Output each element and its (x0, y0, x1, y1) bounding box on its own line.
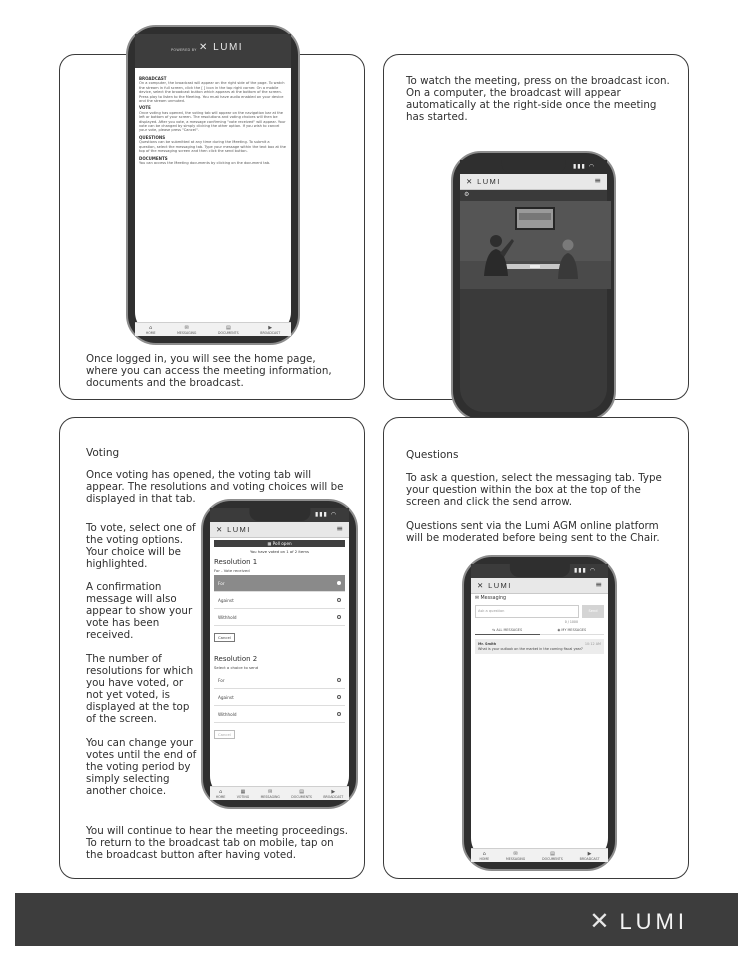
nav-voting[interactable] (237, 789, 249, 799)
voting-note-4: You can change your votes until the end of the voting period by simply selecting another choice. (86, 737, 197, 797)
hamburger-menu-icon[interactable]: ≡ (336, 524, 343, 533)
logo-text: LUMI (227, 525, 251, 534)
vote-choice-withhold[interactable] (214, 609, 345, 626)
message-text: What is your outlook on the market in the coming fiscal year? (478, 646, 583, 651)
footer-bar (15, 893, 738, 946)
nav-broadcast[interactable] (323, 789, 343, 799)
broadcast-video[interactable] (460, 201, 607, 289)
lumi-logo: ✕ LUMI (216, 525, 251, 534)
broadcast-card (383, 54, 689, 400)
logo-text: LUMI (477, 177, 501, 186)
nav-label: MESSAGING (177, 330, 197, 335)
voting-intro: Once voting has opened, the voting tab will appear. The resolutions and voting choices will be displayed in that tab. (86, 469, 344, 505)
poll-icon: ▦ (267, 541, 273, 546)
settings-icon[interactable]: ⚙ (464, 191, 470, 198)
phone-notch (249, 508, 310, 521)
choice-label: For (218, 580, 225, 586)
poll-status-text: Poll open (272, 541, 292, 546)
tab-all-messages[interactable] (475, 626, 540, 635)
logo-text: LUMI (488, 581, 512, 590)
section-text: Questions can be submitted at any time during the Meeting. To submit a question, select the messaging tab. Type your message within the text box at the top of the messaging screen and then click the send button. (139, 140, 287, 154)
nav-home[interactable] (216, 789, 226, 799)
app-header (471, 578, 608, 594)
nav-label: MESSAGING (260, 794, 280, 799)
messages-icon: ⇆ (492, 627, 497, 632)
cancel-vote-button[interactable]: Cancel (214, 633, 235, 642)
banner-logo-text: LUMI (213, 42, 244, 53)
questions-card (383, 417, 689, 879)
message-tabs (475, 626, 604, 635)
messaging-title (475, 596, 604, 601)
section-heading: BROADCAST (139, 76, 167, 81)
nav-label: HOME (479, 856, 490, 861)
messaging-content (471, 596, 608, 847)
choice-label: Against (218, 694, 234, 700)
card-heading: Questions (406, 449, 459, 461)
powered-by-label: POWERED BY (171, 48, 197, 52)
message-time: 10:12 AM (584, 642, 601, 646)
message-author: Mr. Smith (478, 642, 497, 646)
nav-documents[interactable] (218, 325, 239, 335)
lumi-logo: ✕ LUMI (466, 177, 501, 186)
footer-logo (589, 907, 688, 936)
phone-screen (471, 564, 608, 862)
questions-paragraph-2: Questions sent via the Lumi AGM online platform will be moderated before being sent to the Chair. (406, 520, 660, 544)
banner-logo: ✕ LUMI (199, 42, 244, 53)
phone-screen (460, 160, 607, 412)
nav-broadcast[interactable] (580, 851, 600, 861)
bottom-nav (471, 848, 608, 862)
nav-messaging[interactable] (506, 851, 525, 861)
voting-outro: You will continue to hear the meeting proceedings. To return to the broadcast tab on mobile, tap on the broadcast button after having voted. (86, 825, 349, 861)
tab-label: ALL MESSAGES (496, 627, 523, 632)
radio-icon (337, 615, 342, 620)
choice-label: For (218, 677, 225, 683)
footer-logo-text: LUMI (619, 908, 688, 934)
voting-note-3: The number of resolutions for which you have voted, or not yet voted, is displayed at the top of the screen. (86, 653, 194, 725)
home-info-text (139, 74, 287, 165)
nav-label: HOME (215, 794, 226, 799)
nav-label: DOCUMENTS (542, 856, 563, 861)
vote-choice-for[interactable] (214, 575, 345, 592)
phone-notch (501, 160, 566, 173)
voted-count: You have voted on 1 of 2 items (250, 549, 309, 554)
nav-label: BROADCAST (260, 330, 281, 335)
signal-wifi-icon: ▮▮▮ ◠ (572, 163, 595, 170)
card-heading: Voting (86, 447, 120, 459)
vote-choice-for[interactable] (214, 672, 345, 689)
resolution-title: Resolution 1 (214, 558, 258, 566)
messaging-icon: ✉ (475, 596, 481, 601)
nav-home[interactable] (479, 851, 489, 861)
radio-icon (337, 695, 342, 700)
resolution-title: Resolution 2 (214, 655, 258, 663)
radio-icon (337, 598, 342, 603)
phone-screen (135, 34, 291, 336)
phone-home-screen (126, 25, 300, 345)
app-header (460, 174, 607, 190)
send-button[interactable] (582, 605, 604, 618)
hamburger-menu-icon[interactable]: ≡ (594, 176, 601, 185)
broadcast-icon: ▶ (268, 324, 273, 331)
broadcast-icon: ▶ (331, 788, 336, 795)
cancel-vote-button[interactable]: Cancel (214, 730, 235, 739)
nav-broadcast[interactable] (260, 325, 280, 335)
nav-label: VOTING (236, 794, 250, 799)
choice-label: Against (218, 597, 234, 603)
radio-icon (337, 712, 342, 717)
lumi-logo: ✕ LUMI (477, 581, 512, 590)
tab-label: MY MESSAGES (561, 627, 587, 632)
resolution-status: For - Vote received (214, 568, 250, 573)
documents-icon: ▤ (225, 324, 231, 331)
player-toolbar (460, 190, 607, 201)
nav-home[interactable] (146, 325, 156, 335)
nav-label: BROADCAST (579, 856, 600, 861)
voting-card (59, 417, 365, 879)
nav-documents[interactable] (542, 851, 563, 861)
radio-icon (337, 581, 342, 586)
question-input[interactable] (475, 605, 579, 618)
phone-messaging-screen (462, 555, 617, 871)
nav-label: DOCUMENTS (291, 794, 312, 799)
questions-paragraph-1: To ask a question, select the messaging tab. Type your question within the box at the top of the screen and click the send arrow. (406, 472, 662, 508)
nav-label: BROADCAST (323, 794, 344, 799)
section-heading: VOTE (139, 105, 151, 111)
broadcast-icon: ▶ (587, 850, 592, 857)
messaging-icon: ✉ (268, 788, 273, 795)
card-caption: To watch the meeting, press on the broadcast icon. On a computer, the broadcast will appear automatically at the right-side once the meeting has started. (406, 75, 670, 123)
bottom-nav (210, 786, 349, 800)
section-text: You can access the Meeting documents by clicking on the document tab. (139, 160, 271, 165)
hamburger-menu-icon[interactable]: ≡ (595, 580, 602, 589)
home-banner (135, 34, 291, 68)
section-heading: DOCUMENTS (139, 155, 168, 161)
voting-content (210, 540, 349, 785)
vote-choice-against[interactable] (214, 592, 345, 609)
send-label: Send (588, 609, 598, 613)
voting-note-1: To vote, select one of the voting options. Your choice will be highlighted. (86, 522, 196, 570)
app-header (210, 522, 349, 538)
voting-icon: ▦ (240, 788, 246, 795)
phone-broadcast-screen (451, 151, 616, 421)
phone-voting-screen (201, 499, 358, 809)
phone-notch (509, 564, 569, 577)
bottom-nav (135, 322, 291, 336)
tab-my-messages[interactable] (540, 626, 605, 635)
signal-wifi-icon: ▮▮▮ ◠ (573, 567, 596, 574)
messaging-icon: ✉ (513, 850, 518, 857)
phone-screen (210, 508, 349, 800)
section-heading: QUESTIONS (139, 134, 166, 140)
signal-wifi-icon: ▮▮▮ ◠ (314, 511, 337, 518)
radio-icon (337, 678, 342, 683)
nav-documents[interactable] (291, 789, 312, 799)
card-caption: Once logged in, you will see the home page, where you can access the meeting information, documents and the broadcast. (86, 353, 332, 389)
video-frame-image (460, 201, 611, 289)
voting-note-2: A confirmation message will also appear to show your vote has been received. (86, 581, 193, 641)
char-count: 0 / 1000 (564, 620, 578, 624)
nav-label: MESSAGING (505, 856, 526, 861)
nav-messaging[interactable] (177, 325, 196, 335)
question-placeholder: Ask a question (478, 609, 505, 613)
vote-choice-against[interactable] (214, 689, 345, 706)
nav-label: HOME (145, 330, 156, 335)
messaging-title-text: Messaging (480, 596, 507, 601)
home-icon: ⌂ (218, 788, 223, 795)
message-item (475, 639, 604, 654)
documents-icon: ▤ (550, 850, 555, 857)
nav-messaging[interactable] (261, 789, 280, 799)
choice-label: Withhold (218, 711, 237, 717)
section-text: On a computer, the broadcast will appear on the right side of the page. To watch the stream in full screen, click the [ ] icon in the top right corner. On a mobile device, select the broadcast button which appears at the bottom of the screen. Press play to listen to the Meeting. You must have audio enabled on your device and the stream unmuted. (139, 81, 285, 104)
section-text: Once voting has opened, the voting tab will appear on the navigation bar at the left or bottom of your screen. The resolutions and voting choices will then be displayed. After you vote, a message confirming "vote received" will appear. Your vote can be changed by simply clicking the other option. If you wish to cancel your vote, please press "Cancel". (139, 110, 286, 133)
poll-status-bar (214, 540, 345, 547)
home-page-card (59, 42, 365, 400)
user-icon: ◉ (557, 627, 562, 632)
nav-label: DOCUMENTS (218, 330, 239, 335)
resolution-status: Select a choice to send (214, 665, 259, 670)
lumi-x-logo-icon: ✕ (589, 908, 614, 935)
vote-choice-withhold[interactable] (214, 706, 345, 723)
messaging-icon: ✉ (184, 324, 189, 331)
home-icon: ⌂ (149, 324, 153, 331)
documents-icon: ▤ (299, 788, 304, 795)
question-input-row (475, 605, 604, 618)
home-icon: ⌂ (482, 850, 486, 857)
choice-label: Withhold (218, 614, 237, 620)
